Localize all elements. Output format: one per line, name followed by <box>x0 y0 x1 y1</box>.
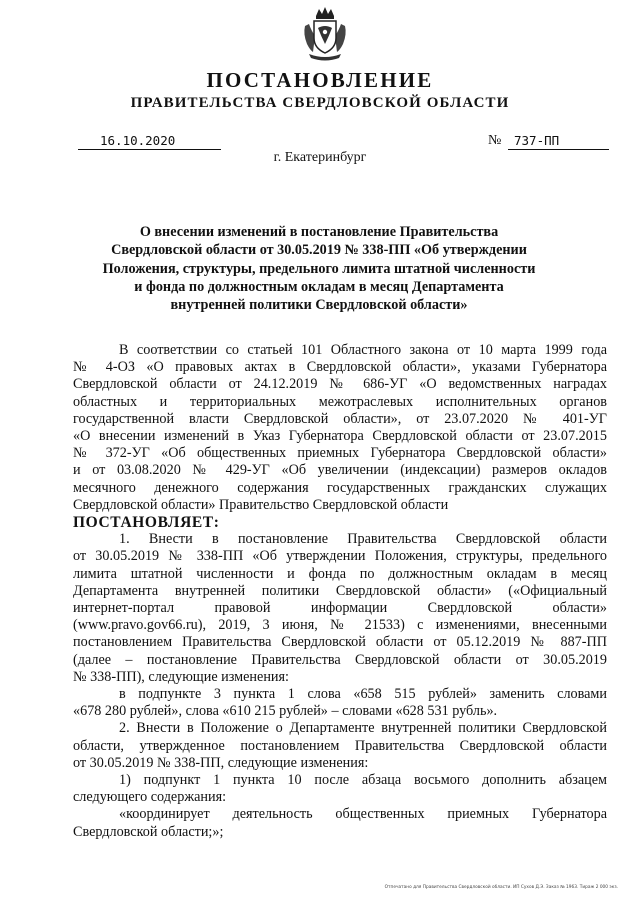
item-1-line: 1. Внести в постановление Правительства Свердловской области <box>119 531 607 548</box>
document-number: 737-ПП <box>514 133 560 148</box>
item-2-sub-line: 1) подпункт 1 пункта 10 после абзаца восьмого дополнить абзацем <box>119 772 607 789</box>
item-2-sub-line: следующего содержания: <box>73 789 227 806</box>
document-number-field <box>508 133 609 150</box>
document-title-line: Положения, структуры, предельного лимита штатной численности <box>102 260 536 277</box>
document-type-heading: ПОСТАНОВЛЕНИЕ <box>206 68 434 92</box>
document-body <box>73 342 607 841</box>
item-2-quote-line: «координирует деятельность общественных приемных Губернатора <box>119 806 607 823</box>
preamble-line: Свердловской области» Правительство Свердловской области <box>73 496 449 513</box>
issuer-heading: ПРАВИТЕЛЬСТВА СВЕРДЛОВСКОЙ ОБЛАСТИ <box>130 95 510 111</box>
item-1-sub-line: «678 280 рублей», слова «610 215 рублей» – словами «628 531 рубль». <box>73 703 498 720</box>
document-date-field <box>78 133 221 150</box>
item-1-line: от 30.05.2019 № 338-ПП «Об утверждении Положения, структуры, предельного <box>73 548 607 565</box>
preamble-line: № 372-УГ «Об общественных приемных Губернатора Свердловской области» <box>73 445 607 462</box>
item-2-line: от 30.05.2019 № 338-ПП, следующие изменения: <box>73 754 369 771</box>
item-1-line: постановлением Правительства Свердловской области от 05.12.2019 № 887-ПП <box>73 634 607 651</box>
item-1-line: интернет-портал правовой информации Свердловской области» <box>73 600 607 617</box>
preamble-line: месячного денежного содержания государственных гражданских служащих <box>73 479 607 496</box>
item-1-line: № 338-ПП), следующие изменения: <box>73 668 289 685</box>
item-2-quote-line: Свердловской области;»; <box>73 823 224 840</box>
number-label: № <box>488 133 502 148</box>
sverdlovsk-coat-of-arms-icon <box>301 6 349 62</box>
preamble-line: государственной власти Свердловской области», от 23.07.2020 № 401-УГ <box>73 410 607 427</box>
item-1-line: (далее – постановление Правительства Свердловской области от 30.05.2019 <box>73 651 607 668</box>
document-title-line: и фонда по должностным окладам в месяц Департамента <box>134 278 504 295</box>
document-date: 16.10.2020 <box>100 133 176 148</box>
preamble-line: № 4-ОЗ «О правовых актах в Свердловской области», указами Губернатора <box>73 359 607 376</box>
preamble-line: В соответствии со статьей 101 Областного закона от 10 марта 1999 года <box>119 342 607 358</box>
item-1-line: Департамента внутренней политики Свердловской области» («Официальный <box>73 582 607 599</box>
item-1-line: (www.pravo.gov66.ru), 2019, 3 июня, № 21533) с изменениями, внесенными <box>73 617 607 634</box>
preamble-line: областных и территориальных межотраслевых исполнительных органов <box>73 393 607 410</box>
preamble-line: «О внесении изменений в Указ Губернатора Свердловской области от 23.07.2015 <box>73 428 607 445</box>
item-1-sub-line: в подпункте 3 пункта 1 слова «658 515 рублей» заменить словами <box>119 686 607 703</box>
item-2-line: области, утвержденное постановлением Правительства Свердловской области <box>73 737 607 754</box>
document-title-line: Свердловской области от 30.05.2019 № 338-ПП «Об утверждении <box>111 242 527 259</box>
print-note: Отпечатано для Правительства Свердловской области. ИП Сухов Д.Э. Заказ № 1963. Тираж 2 000 экз. <box>384 885 618 890</box>
item-2-line: 2. Внести в Положение о Департаменте внутренней политики Свердловской <box>119 720 607 737</box>
preamble-line: и от 03.08.2020 № 429-УГ «Об увеличении (индексации) размеров окладов <box>73 462 607 479</box>
preamble-line: Свердловской области от 24.12.2019 № 686-УГ «О ведомственных наградах <box>73 376 607 393</box>
item-1-line: лимита штатной численности и фонда по должностным окладам в месяц <box>73 565 607 582</box>
resolves-heading: ПОСТАНОВЛЯЕТ: <box>73 514 220 532</box>
document-title-line: О внесении изменений в постановление Правительства <box>139 224 499 240</box>
city-label: г. Екатеринбург <box>273 150 367 165</box>
document-title-line: внутренней политики Свердловской области» <box>170 297 468 314</box>
document-title <box>96 223 542 314</box>
